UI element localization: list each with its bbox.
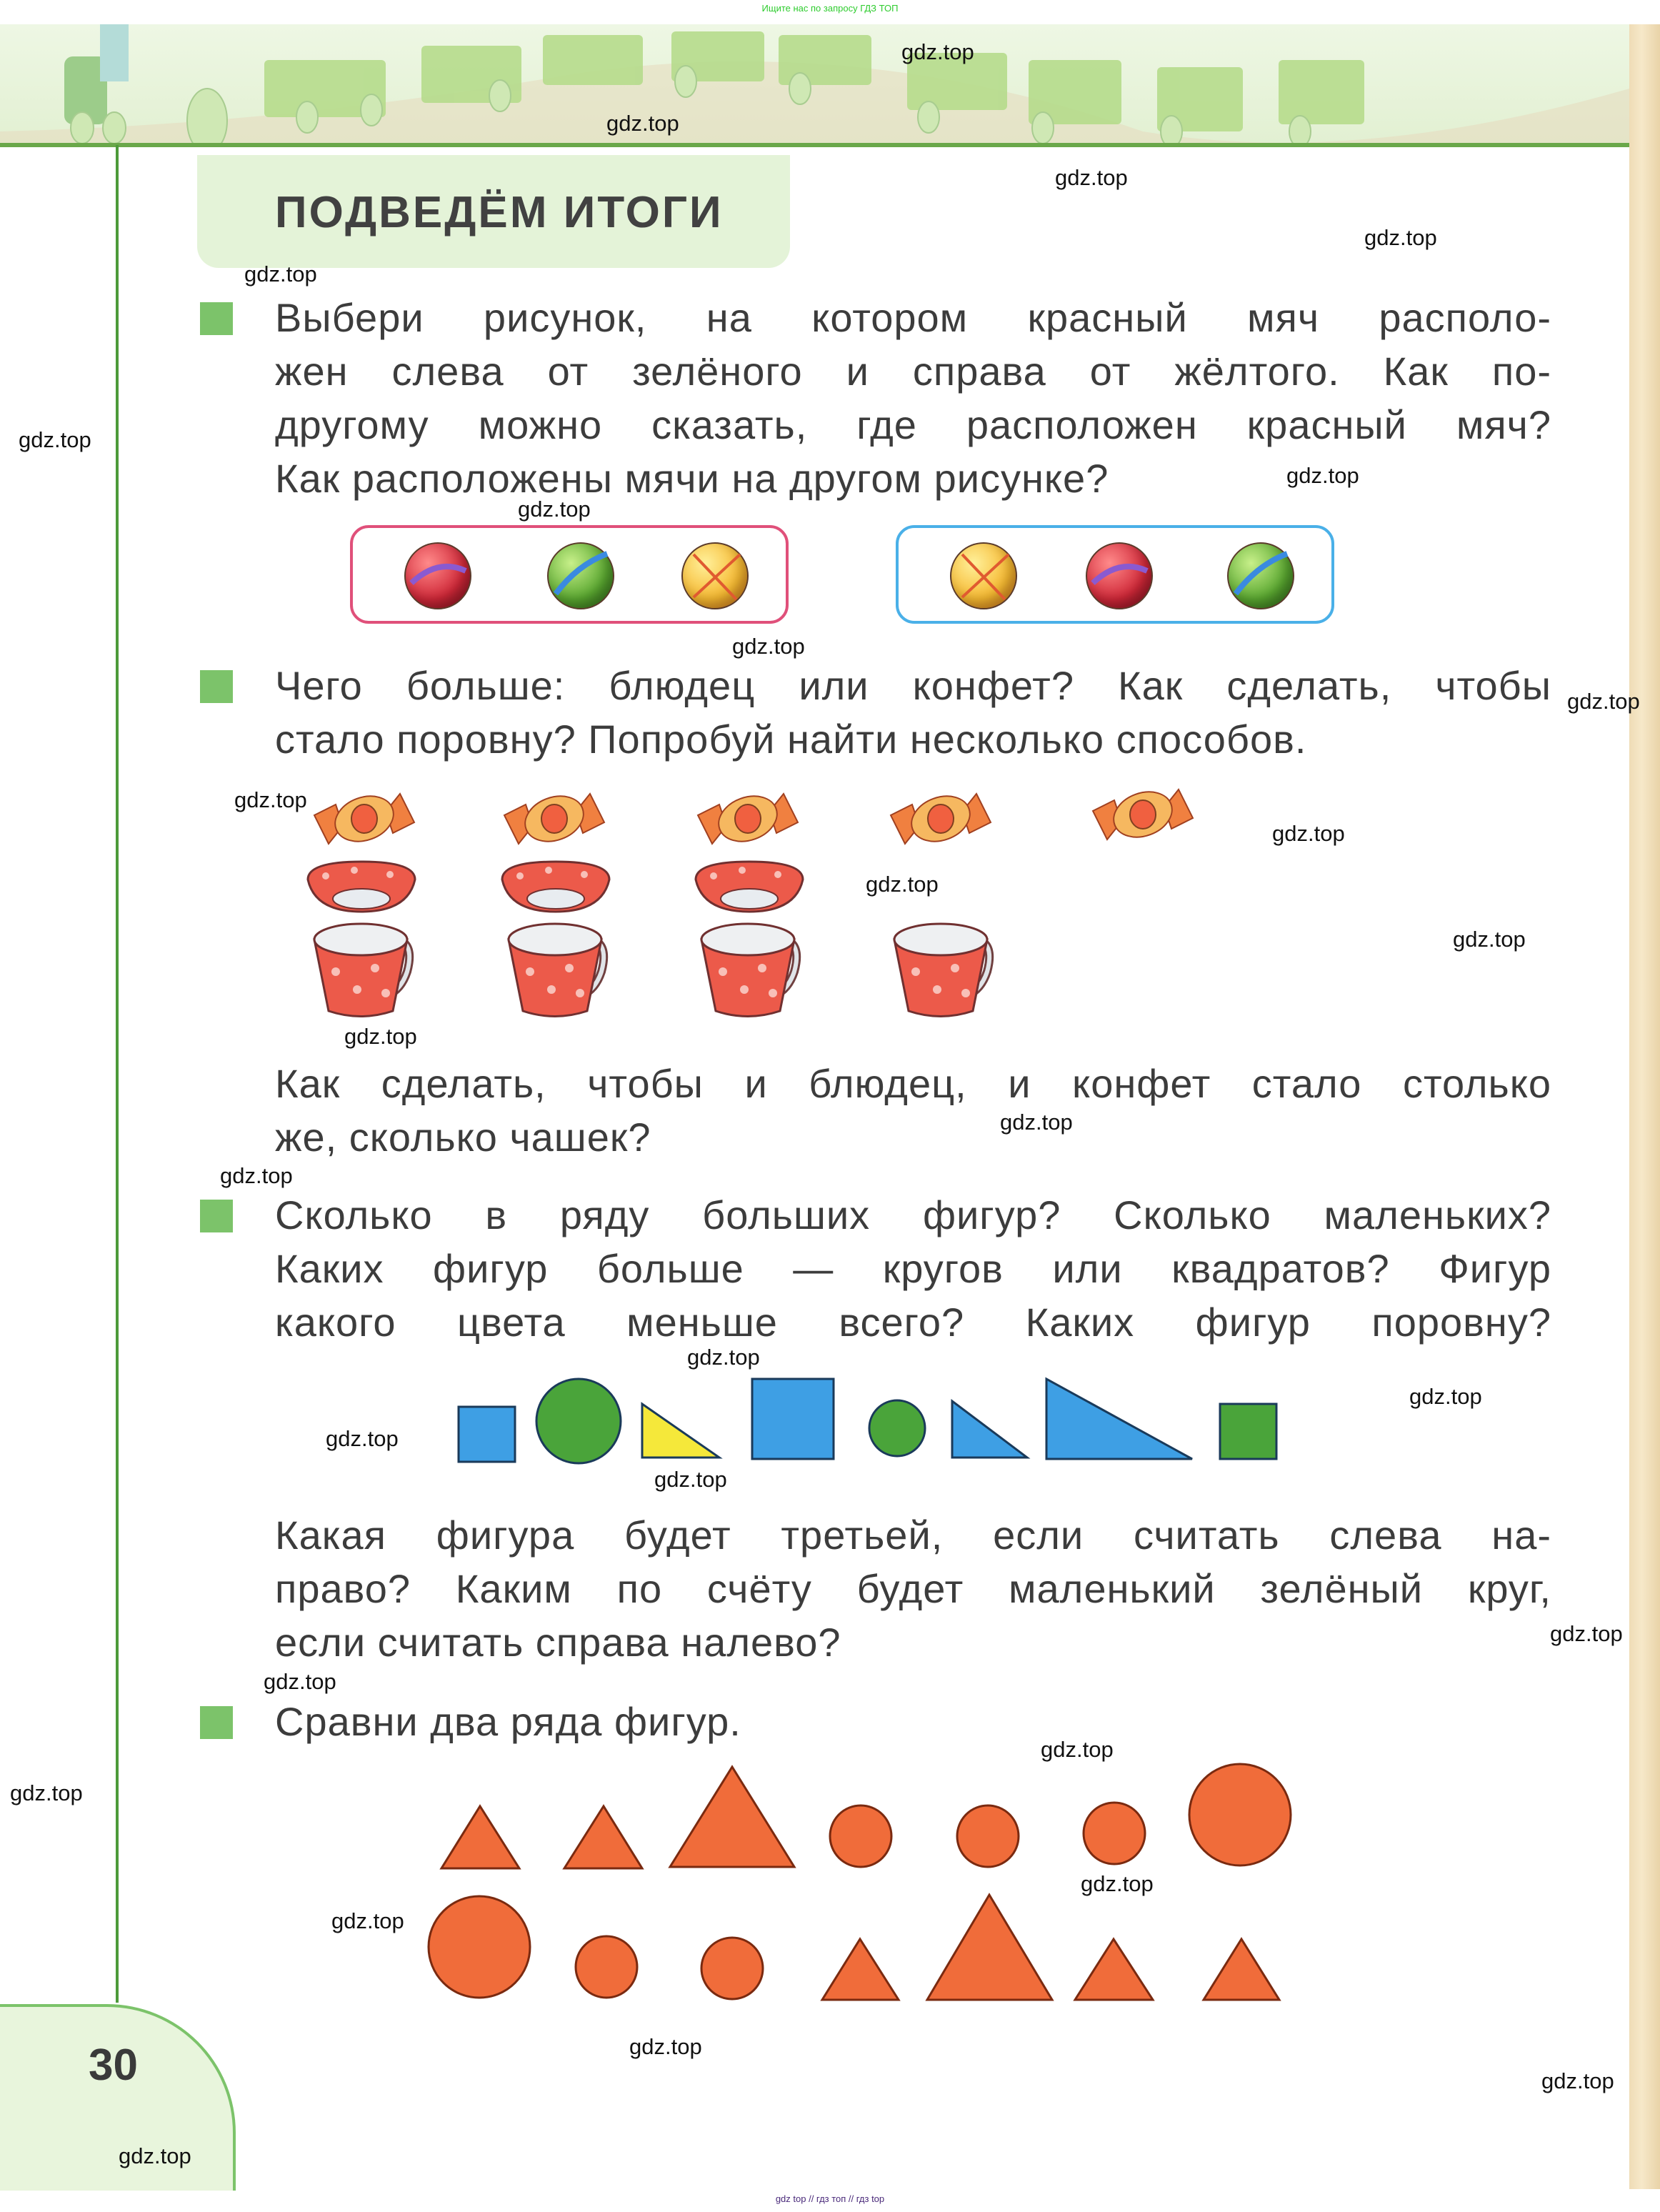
text-line: Выбери рисунок, на котором красный мяч располо- — [275, 295, 1551, 340]
orange-big-triangle — [670, 1767, 794, 1867]
watermark: gdz.top — [687, 1345, 760, 1370]
text-line: Чего больше: блюдец или конфет? Как сделать, чтобы — [275, 663, 1551, 708]
text-line: Какая фигура будет третьей, если считать слева на- — [275, 1513, 1551, 1558]
watermark: gdz.top — [1081, 1871, 1154, 1896]
watermark: gdz.top — [1364, 225, 1437, 250]
text-line: другому можно сказать, где расположен красный мяч? — [275, 402, 1551, 447]
text-line: Каких фигур больше — кругов или квадратов? Фигур — [275, 1246, 1551, 1291]
watermark: gdz.top — [1550, 1621, 1623, 1646]
watermark: gdz.top — [234, 787, 307, 812]
small-green-square — [1220, 1404, 1276, 1459]
small-yellow-triangle — [642, 1404, 719, 1458]
watermark: gdz.top — [1286, 463, 1359, 488]
watermark: gdz.top — [1567, 689, 1640, 714]
text-line: Как расположены мячи на другом рисунке? — [275, 456, 1109, 501]
orange-big-circle — [429, 1896, 530, 1998]
text-line: если считать справа налево? — [275, 1620, 841, 1665]
watermark: gdz.top — [244, 261, 317, 287]
search-hint: Ищите нас по запросу ГДЗ ТОП — [761, 3, 899, 14]
orange-big-triangle — [927, 1895, 1052, 2000]
watermark: gdz.top — [732, 634, 805, 659]
watermark: gdz.top — [19, 427, 91, 452]
text-line: какого цвета меньше всего? Каких фигур поровну? — [275, 1300, 1551, 1345]
orange-small-triangle — [822, 1939, 899, 2000]
watermark: gdz.top — [326, 1426, 399, 1451]
orange-small-circle — [701, 1938, 763, 1999]
watermark: gdz.top — [1272, 821, 1345, 846]
big-green-circle — [536, 1379, 621, 1463]
orange-small-triangle — [1204, 1939, 1279, 2000]
watermark: gdz.top — [901, 39, 974, 64]
task-3-followup — [275, 1508, 1551, 1669]
text-line: Сколько в ряду больших фигур? Сколько маленьких? — [275, 1192, 1551, 1237]
watermark: gdz.top — [1000, 1110, 1073, 1135]
page-number: 30 — [89, 2041, 138, 2090]
watermark: gdz.top — [518, 497, 591, 522]
watermark: gdz.top — [264, 1669, 336, 1694]
watermark: gdz.top — [344, 1024, 417, 1049]
watermark: gdz.top — [629, 2034, 702, 2059]
orange-small-circle — [830, 1805, 891, 1867]
orange-big-circle — [1189, 1764, 1291, 1865]
watermark: gdz.top — [1409, 1384, 1482, 1409]
task-4-text — [275, 1695, 1551, 1748]
text-line: Сравни два ряда фигур. — [275, 1699, 741, 1744]
orange-small-circle — [1084, 1803, 1145, 1864]
small-green-circle — [869, 1400, 925, 1456]
watermark: gdz.top — [331, 1908, 404, 1933]
watermark: gdz.top — [866, 872, 939, 897]
watermark: gdz.top — [1055, 165, 1128, 190]
footer-note: gdz top // гдз топ // гдз top — [775, 2193, 885, 2204]
orange-small-circle — [576, 1936, 637, 1998]
orange-small-triangle — [564, 1806, 642, 1868]
watermark: gdz.top — [220, 1163, 293, 1188]
big-blue-triangle — [1046, 1379, 1192, 1459]
watermark: gdz.top — [1453, 927, 1526, 952]
watermark: gdz.top — [654, 1467, 727, 1492]
task-bullet — [200, 1706, 233, 1739]
watermark: gdz.top — [1041, 1737, 1114, 1762]
watermark: gdz.top — [606, 111, 679, 136]
small-blue-square — [459, 1407, 515, 1462]
text-line: жен слева от зелёного и справа от жёлтого. Как по- — [275, 349, 1551, 394]
small-blue-triangle — [952, 1401, 1027, 1458]
text-line: же, сколько чашек? — [275, 1115, 651, 1160]
watermark: gdz.top — [10, 1780, 83, 1805]
text-line: стало поровну? Попробуй найти несколько способов. — [275, 717, 1307, 762]
orange-small-triangle — [1075, 1939, 1153, 2000]
orange-small-triangle — [441, 1806, 519, 1868]
text-line: право? Каким по счёту будет маленький зелёный круг, — [275, 1566, 1551, 1611]
text-line: Как сделать, чтобы и блюдец, и конфет стало столько — [275, 1061, 1551, 1106]
watermark: gdz.top — [1541, 2068, 1614, 2093]
page-title: ПОДВЕДЁМ ИТОГИ — [275, 188, 724, 237]
watermark: gdz.top — [119, 2143, 191, 2168]
orange-small-circle — [957, 1805, 1019, 1867]
big-blue-square — [752, 1379, 834, 1459]
